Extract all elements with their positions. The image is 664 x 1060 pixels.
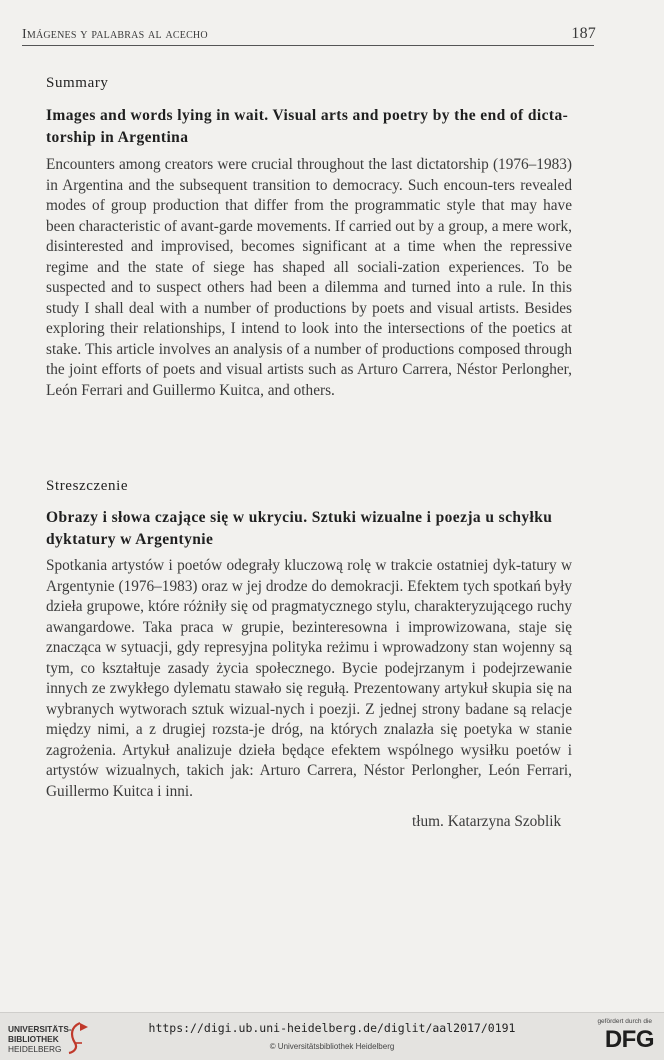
library-footer <box>0 1012 664 1060</box>
summary-label: Summary <box>46 75 109 91</box>
permalink-url[interactable]: https://digi.ub.uni-heidelberg.de/diglit/aal2017/0191 <box>148 1021 516 1035</box>
streszczenie-title: Obrazy i słowa czające się w ukryciu. Sztuki wizualne i poezja u schyłku dyktatury w Argentynie <box>46 509 553 548</box>
streszczenie-label: Streszczenie <box>46 478 129 494</box>
summary-title: Images and words lying in wait. Visual arts and poetry by the end of dicta-torship in Argentina <box>46 107 569 146</box>
copyright-notice: © Universitätsbibliothek Heidelberg <box>269 1042 395 1051</box>
header-rule <box>22 45 594 46</box>
funding-note: gefördert durch die <box>597 1018 652 1025</box>
streszczenie-body: Spotkania artystów i poetów odegrały kluczową rolę w trakcie ostatniej dyk-tatury w Argentynie (1976–1983) oraz w jej drodze do demokracji. Efektem tych spotkań były dzieła grupowe, które różniły się od pragmatycznego stylu, charakteryzującego ruchy awangardowe. Taka praca w grupie, bezinteresowna i improwizowana, staje się znacząca w sytuacji, gdy represyjna polityka reżimu i wprowadzony stan wojenny są tym, co kształtuje zasady życia społecznego. Bycie podejrzanym i podejrzewanie innych ze zwykłego dylematu stawało się regułą. Prezentowany artykuł skupia się na wybranych wytworach sztuk wizual-nych i poezji. Z jednej strony badane są relacje między nimi, a z drugiej rozsta-je dróg, na których znalazła się poetyka w stanie zagrożenia. Artykuł analizuje dzieła będące efektem wspólnego wysiłku poetów i artystów wizualnych, takich jak: Arturo Carrera, Néstor Perlongher, León Ferrari, Guillermo Kuitca i inni. <box>46 557 572 800</box>
dfg-logo: DFG <box>604 1026 654 1053</box>
library-name-line2: BIBLIOTHEK <box>8 1034 59 1044</box>
library-name-line3: HEIDELBERG <box>8 1044 62 1054</box>
running-head-title: Imágenes y palabras al acecho <box>22 27 208 42</box>
library-name-line1: UNIVERSITÄTS- <box>8 1024 72 1034</box>
summary-body: Encounters among creators were crucial throughout the last dictatorship (1976–1983) in Argentina and the subsequent transition to democracy. Such encoun-ters revealed modes of group production that differ from the programmatic style that may have been characteristic of avant-garde movements. If carried out by a group, a mere work, disinterested and improvised, becomes significant at a time when the repressive regime and the state of siege has shaped all sociali-zation experiences. To be suspected and to suspect others had been a dilemma and turned into a rule. In this study I shall deal with a number of productions by poets and visual artists. Besides exploring their relationships, I intend to look into the intersections of the poetics at stake. This article involves an analysis of a number of productions composed through the joint efforts of poets and visual artists such as Arturo Carrera, Néstor Perlongher, León Ferrari and Guillermo Kuitca, and others. <box>46 156 572 399</box>
page-number: 187 <box>571 25 596 42</box>
translator-credit: tłum. Katarzyna Szoblik <box>412 813 562 830</box>
